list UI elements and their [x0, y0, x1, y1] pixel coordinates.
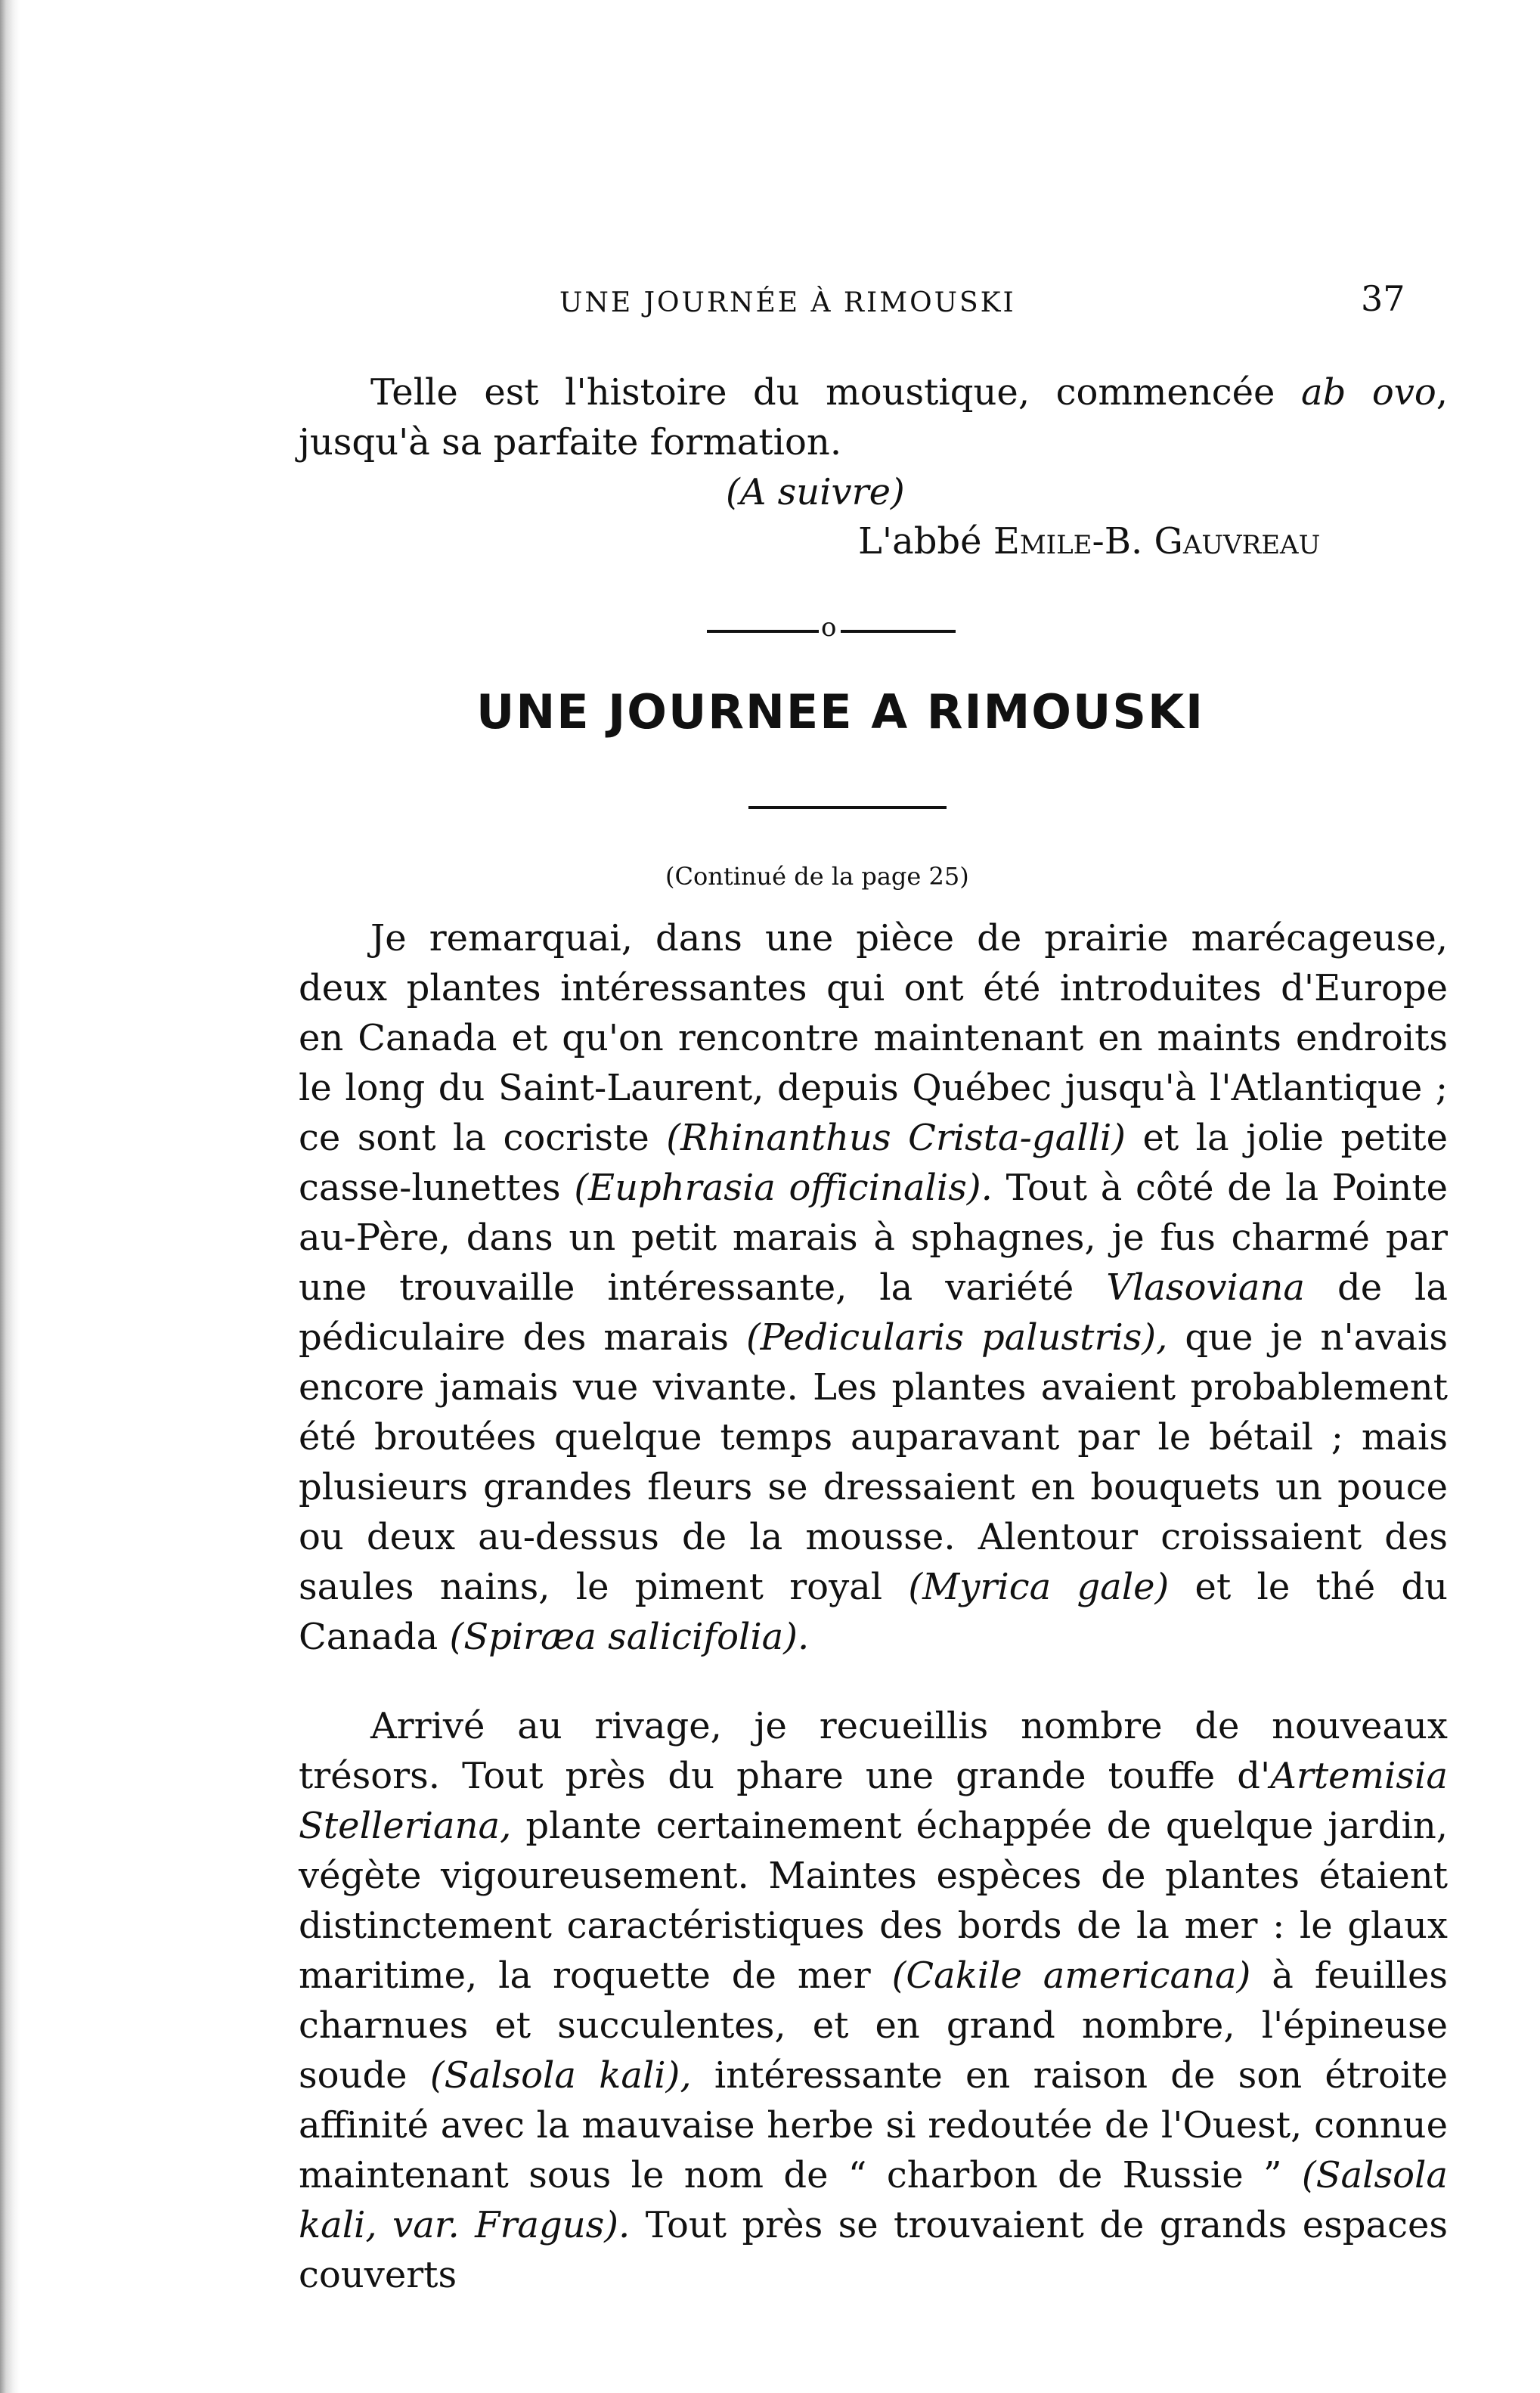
paragraph-text: que je n'avais encore jamais vue vivante. Les plantes avaient probablement été broutées quelque temps auparavant par le bétail ; mais plusieurs grandes fleurs se dressaient en bouquets un pouce ou deux au-dessus de la mousse. Alentour croissaient des saules nains, le piment royal: [299, 1316, 1448, 1608]
continued-note: (Continué de la page 25): [665, 862, 969, 891]
article-title: UNE JOURNEE A RIMOUSKI: [476, 684, 1205, 739]
separator-rule-left: [707, 630, 819, 633]
species-name: (Salsola kali),: [429, 2054, 692, 2097]
paragraph-2: [299, 1701, 1448, 2300]
species-name: (Euphrasia officinalis).: [574, 1167, 993, 1209]
paragraph-text: Tout à côté de la Pointe au-Père, dans un petit marais à sphagnes, je fus charmé par une trouvaille intéressante, la variété: [299, 1167, 1449, 1309]
species-name: Vlasoviana: [1106, 1266, 1306, 1309]
closing-text-end: , jusqu'à sa parfaite formation.: [299, 371, 1449, 463]
paragraph-1: [299, 913, 1448, 1662]
species-name: (Myrica gale): [908, 1566, 1170, 1608]
author-signature: [858, 520, 1320, 563]
author-name: Emile-B. Gauvreau: [993, 520, 1321, 563]
previous-article-closing: [299, 367, 1448, 467]
page-number: 37: [1361, 278, 1405, 319]
species-name: Artemisia Stelleriana,: [299, 1755, 1448, 1847]
paragraph-text: Arrivé au rivage, je recueillis nombre de nouveaux trésors. Tout près du phare une grande touffe d': [299, 1705, 1448, 1797]
paragraph-text: et la jolie petite casse-lunettes: [299, 1117, 1448, 1209]
closing-text: Telle est l'histoire du moustique, commencée: [370, 371, 1301, 414]
separator-rule-right: [841, 630, 956, 633]
separator-mark: o: [821, 612, 837, 643]
title-underline-rule: [748, 806, 947, 809]
species-name: (Spiræa salicifolia).: [449, 1616, 810, 1658]
running-head: UNE JOURNÉE À RIMOUSKI: [559, 287, 1016, 318]
species-name: (Salsola kali, var. Fragus).: [299, 2154, 1448, 2246]
paragraph-text: Je remarquai, dans une pièce de prairie marécageuse, deux plantes intéressantes qui ont été introduites d'Europe en Canada et qu'on rencontre maintenant en maints endroits le long du Saint-Laurent, depuis Québec jusqu'à l'Atlantique ; ce sont la cocriste: [299, 917, 1448, 1159]
paragraph-text: de la pédiculaire des marais: [299, 1266, 1448, 1359]
species-name: (Pedicularis palustris),: [745, 1316, 1168, 1359]
paragraph-text: à feuilles charnues et succulentes, et en grand nombre, l'épineuse soude: [299, 1954, 1448, 2097]
closing-latin-phrase: ab ovo: [1300, 371, 1436, 414]
species-name: (Rhinanthus Crista-galli): [666, 1117, 1126, 1159]
paragraph-text: plante certainement échappée de quelque jardin, végète vigoureusement. Maintes espèces de plantes étaient distinctement caractéristiques des bords de la mer : le glaux maritime, la roquette de mer: [299, 1805, 1448, 1997]
paragraph-text: intéressante en raison de son étroite affinité avec la mauvaise herbe si redoutée de l'Ouest, connue maintenant sous le nom de “ charbon de Russie ”: [299, 2054, 1448, 2196]
paragraph-text: et le thé du Canada: [299, 1566, 1449, 1658]
to-follow-note: (A suivre): [726, 471, 905, 513]
paragraph-text: Tout près se trouvaient de grands espaces couverts: [299, 2204, 1449, 2296]
author-prefix: L'abbé: [858, 520, 993, 563]
species-name: (Cakile americana): [891, 1954, 1251, 1997]
